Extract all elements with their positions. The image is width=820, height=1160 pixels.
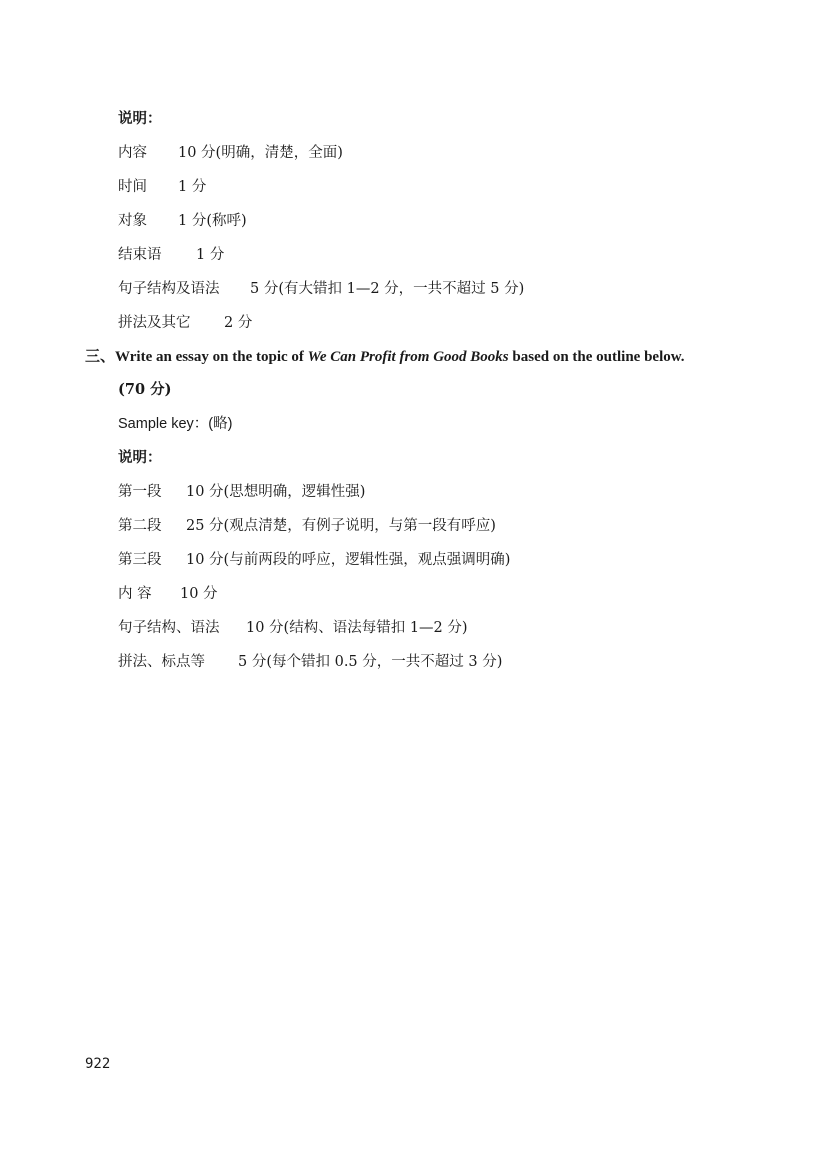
scoring-value: 10 分(与前两段的呼应，逻辑性强，观点强调明确)	[186, 552, 511, 568]
prompt-text-before: Write an essay on the topic of	[115, 349, 308, 365]
question-three-prompt	[85, 347, 685, 366]
scoring-label: 第二段	[118, 518, 162, 534]
scoring-item	[118, 619, 468, 637]
notes-heading-2: 说明：	[118, 449, 162, 466]
scoring-value: 10 分(结构、语法每错扣 1—2 分)	[246, 620, 468, 636]
scoring-item	[118, 178, 206, 196]
scoring-label: 第一段	[118, 484, 162, 500]
scoring-value: 10 分	[180, 586, 218, 602]
scoring-item	[118, 246, 224, 264]
scoring-item	[118, 280, 524, 298]
scoring-item	[118, 483, 365, 501]
scoring-item	[118, 144, 343, 162]
scoring-label: 内 容	[118, 586, 152, 602]
scoring-value: 5 分(有大错扣 1—2 分，一共不超过 5 分)	[250, 281, 525, 297]
scoring-item	[118, 517, 496, 535]
essay-topic: We Can Profit from Good Books	[307, 349, 509, 365]
scoring-label: 拼法、标点等	[118, 654, 205, 670]
scoring-label: 第三段	[118, 552, 162, 568]
scoring-item	[118, 653, 502, 671]
page-number: 922	[85, 1056, 111, 1072]
scoring-item	[118, 585, 218, 603]
scoring-value: 1 分(称呼)	[178, 213, 247, 229]
scoring-item	[118, 551, 510, 569]
scoring-value: 2 分	[224, 315, 253, 331]
sample-key: Sample key：(略)	[118, 416, 233, 432]
scoring-label: 句子结构及语法	[118, 281, 220, 297]
scoring-value: 10 分(明确，清楚，全面)	[178, 145, 343, 161]
scoring-value: 10 分(思想明确，逻辑性强)	[186, 484, 366, 500]
scoring-label: 拼法及其它	[118, 315, 191, 331]
scoring-value: 1 分	[196, 247, 225, 263]
question-number: 三、	[85, 347, 116, 365]
scoring-value: 25 分(观点清楚，有例子说明，与第一段有呼应)	[186, 518, 496, 534]
scoring-label: 句子结构、语法	[118, 620, 220, 636]
scoring-label: 时间	[118, 179, 147, 195]
scoring-item	[118, 212, 247, 230]
scoring-label: 内容	[118, 145, 147, 161]
scoring-value: 1 分	[178, 179, 207, 195]
scoring-value: 5 分(每个错扣 0.5 分，一共不超过 3 分)	[238, 654, 503, 670]
prompt-text-after: based on the outline below.	[508, 349, 685, 365]
notes-heading-1: 说明：	[118, 110, 162, 127]
points-label: (70 分)	[118, 381, 172, 398]
scoring-label: 结束语	[118, 247, 162, 263]
scoring-item	[118, 314, 252, 332]
scoring-label: 对象	[118, 213, 147, 229]
